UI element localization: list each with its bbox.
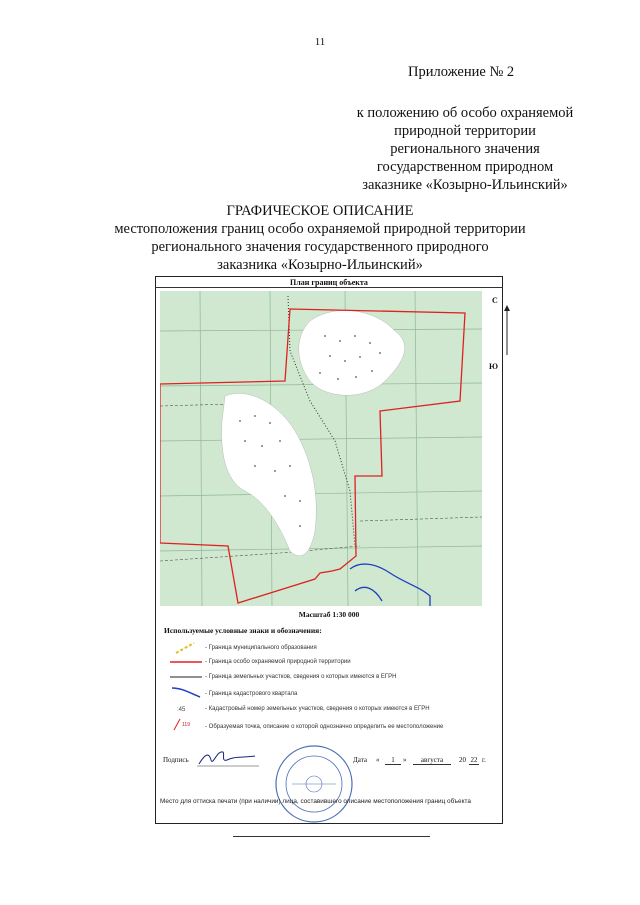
legend-symbol-protected-boundary-icon: [170, 655, 202, 669]
title-heading: ГРАФИЧЕСКОЕ ОПИСАНИЕ: [226, 203, 414, 219]
title-line: заказника «Козырно-Ильинский»: [217, 257, 423, 273]
legend-symbol-cadastral-quarter-icon: [170, 685, 202, 699]
legend-item: - Граница кадастрового квартала: [205, 691, 298, 697]
legend-symbol-municipal-boundary-icon: [170, 641, 202, 655]
legend-symbol-land-plot-icon: [170, 670, 202, 684]
appendix-label: Приложение № 2: [408, 64, 515, 80]
legend-item: - Граница муниципального образования: [205, 645, 317, 651]
bottom-divider: [233, 836, 430, 837]
regulation-line: регионального значения: [390, 141, 540, 157]
regulation-line: государственном природном: [376, 159, 554, 175]
date-year-prefix: 20: [459, 756, 466, 764]
legend-symbol-point-number: 119: [182, 722, 190, 728]
compass-north-label: С: [492, 296, 498, 305]
date-label: Дата: [353, 756, 367, 764]
legend-symbol-cadastral-number: :45: [177, 707, 186, 713]
date-quote-open: «: [376, 756, 380, 764]
page-number: 11: [314, 36, 326, 48]
date-year: 22: [470, 756, 478, 764]
compass-south-label: Ю: [489, 362, 499, 371]
legend-title: Используемые условные знаки и обозначения:: [164, 626, 322, 635]
date-quote-close: »: [403, 756, 407, 764]
document-title: [80, 202, 560, 274]
title-line: регионального значения государственного природного: [151, 239, 489, 255]
plan-title: План границ объекта: [290, 278, 368, 287]
signature-label: Подпись: [163, 756, 189, 764]
regulation-line: к положению об особо охраняемой: [356, 105, 574, 121]
date-year-suffix: г.: [482, 756, 486, 764]
compass-arrow-icon: [503, 305, 511, 357]
map-scale: Масштаб 1:30 000: [298, 610, 360, 619]
seal-stamp-icon: [272, 742, 356, 826]
date-month: августа: [413, 756, 451, 765]
legend-item: - Граница особо охраняемой природной территории: [205, 659, 351, 665]
legend-item: - Кадастровый номер земельных участков, сведения о которых имеются в ЕГРН: [205, 706, 430, 712]
boundary-map: [160, 291, 482, 606]
regulation-line: природной территории: [394, 123, 536, 139]
regulation-line: заказнике «Козырно-Ильинский»: [362, 177, 568, 193]
regulation-reference: [340, 104, 590, 194]
legend-item: - Граница земельных участков, сведения о которых имеются в ЕГРН: [205, 674, 397, 680]
date-day: 1: [385, 756, 401, 765]
legend-item: - Образуемая точка, описание о которой однозначно определить ее местоположение: [205, 724, 444, 730]
title-line: местоположения границ особо охраняемой природной территории: [114, 221, 526, 237]
plan-title-divider: [155, 287, 503, 288]
signature-mark: [197, 746, 259, 770]
stamp-place-note: Место для оттиска печати (при наличии) лица, составившего описание местоположения границ объекта: [160, 798, 471, 805]
